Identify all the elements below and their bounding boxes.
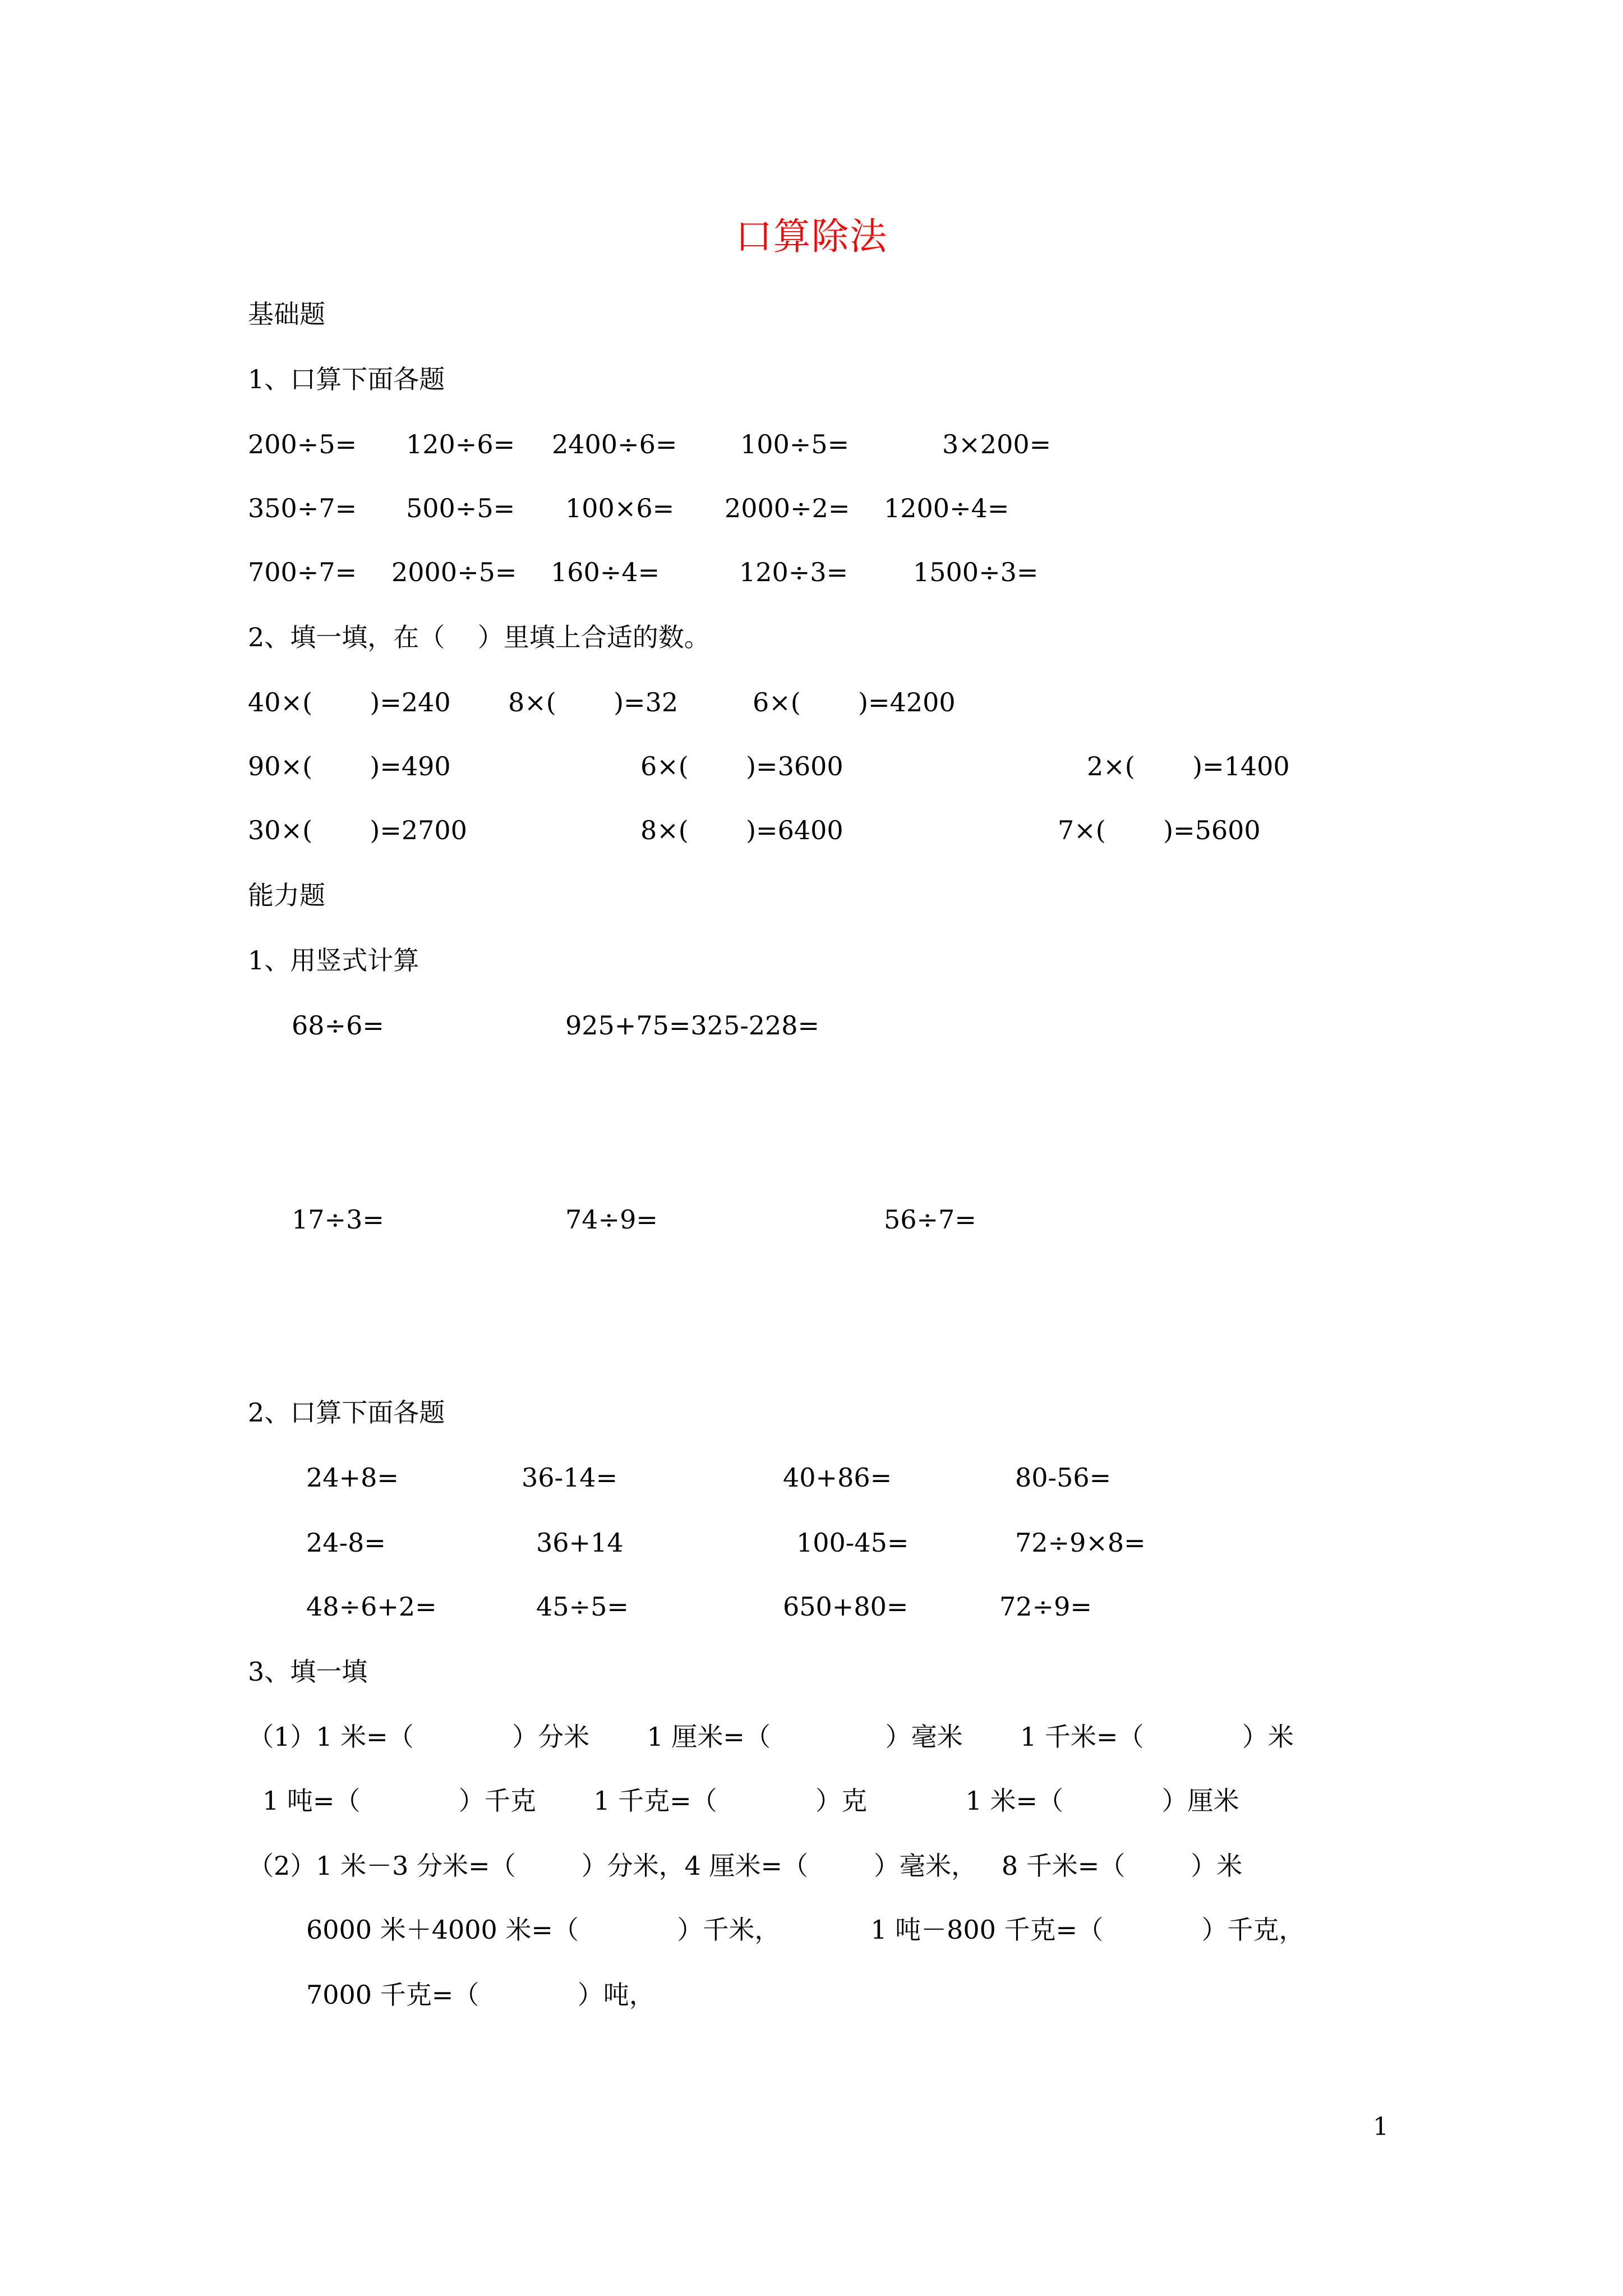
q2-r1-c3: 6×( )=4200 [753, 687, 956, 717]
a1-r2-c1: 17÷3= [292, 1204, 384, 1235]
q1-r2-c5: 1200÷4= [884, 493, 1009, 523]
a2-r2-c1: 24-8= [306, 1527, 386, 1558]
page-title: 口算除法 [735, 215, 888, 258]
q1-r2-c2: 500÷5= [406, 493, 515, 523]
q2-r1-c2: 8×( )=32 [508, 687, 679, 717]
q1-r1-c5: 3×200= [942, 429, 1052, 459]
a2-r1-c1: 24+8= [306, 1462, 399, 1493]
q1-r3-c2: 2000÷5= [391, 557, 517, 587]
q2-r3-c1: 30×( )=2700 [248, 815, 467, 845]
q1-heading: 1、口算下面各题 [248, 364, 445, 394]
a2-r1-c3: 40+86= [783, 1462, 892, 1493]
q1-r2-c3: 100×6= [565, 493, 675, 523]
q2-r3-c2: 8×( )=6400 [640, 815, 843, 845]
a3-line-5: 7000 千克=（ ）吨， [306, 1980, 655, 2010]
page-number: 1 [1373, 2113, 1389, 2141]
q2-r3-c3: 7×( )=5600 [1058, 815, 1261, 845]
a1-heading: 1、用竖式计算 [248, 945, 419, 976]
a2-r3-c1: 48÷6+2= [306, 1591, 437, 1622]
a1-r1-c1: 68÷6= [292, 1010, 384, 1041]
a1-r2-c2: 74÷9= [565, 1204, 658, 1235]
q1-r3-c4: 120÷3= [739, 557, 849, 587]
q2-r1-c1: 40×( )=240 [248, 687, 451, 717]
a3-heading: 3、填一填 [248, 1657, 368, 1687]
q1-r2-c4: 2000÷2= [725, 493, 850, 523]
a2-r2-c2: 36+14 [536, 1527, 624, 1558]
a2-r3-c2: 45÷5= [536, 1591, 629, 1622]
a1-r2-c3: 56÷7= [884, 1204, 976, 1235]
a3-line-2: 1 吨=（ ）千克 1 千克=（ ）克 1 米=（ ）厘米 [262, 1786, 1239, 1816]
q1-r1-c4: 100÷5= [740, 429, 850, 459]
section-basic: 基础题 [248, 299, 325, 329]
a2-r2-c3: 100-45= [796, 1527, 909, 1558]
q1-r3-c1: 700÷7= [248, 557, 357, 587]
q1-r1-c1: 200÷5= [248, 429, 357, 459]
a3-line-4: 6000 米＋4000 米=（ ）千米， 1 吨－800 千克=（ ）千克， [306, 1915, 1305, 1945]
section-ability: 能力题 [248, 880, 325, 910]
a2-r2-c4: 72÷9×8= [1015, 1527, 1146, 1558]
q1-r1-c2: 120÷6= [406, 429, 515, 459]
a1-r1-c2: 925+75=325-228= [565, 1010, 820, 1041]
q1-r3-c5: 1500÷3= [913, 557, 1039, 587]
a2-heading: 2、口算下面各题 [248, 1397, 445, 1428]
q1-r3-c3: 160÷4= [551, 557, 660, 587]
a2-r1-c4: 80-56= [1015, 1462, 1112, 1493]
a3-line-3: （2）1 米－3 分米=（ ）分米，4 厘米=（ ）毫米， 8 千米=（ ）米 [248, 1851, 1243, 1881]
q2-r2-c1: 90×( )=490 [248, 751, 451, 781]
q1-r1-c3: 2400÷6= [552, 429, 677, 459]
q2-heading: 2、填一填，在（ ）里填上合适的数。 [248, 622, 710, 652]
a2-r3-c3: 650+80= [783, 1591, 909, 1622]
a2-r3-c4: 72÷9= [999, 1591, 1092, 1622]
q2-r2-c2: 6×( )=3600 [640, 751, 843, 781]
a2-r1-c2: 36-14= [522, 1462, 618, 1493]
q2-r2-c3: 2×( )=1400 [1087, 751, 1290, 781]
q1-r2-c1: 350÷7= [248, 493, 357, 523]
a3-line-1: （1）1 米=（ ）分米 1 厘米=（ ）毫米 1 千米=（ ）米 [248, 1722, 1294, 1752]
